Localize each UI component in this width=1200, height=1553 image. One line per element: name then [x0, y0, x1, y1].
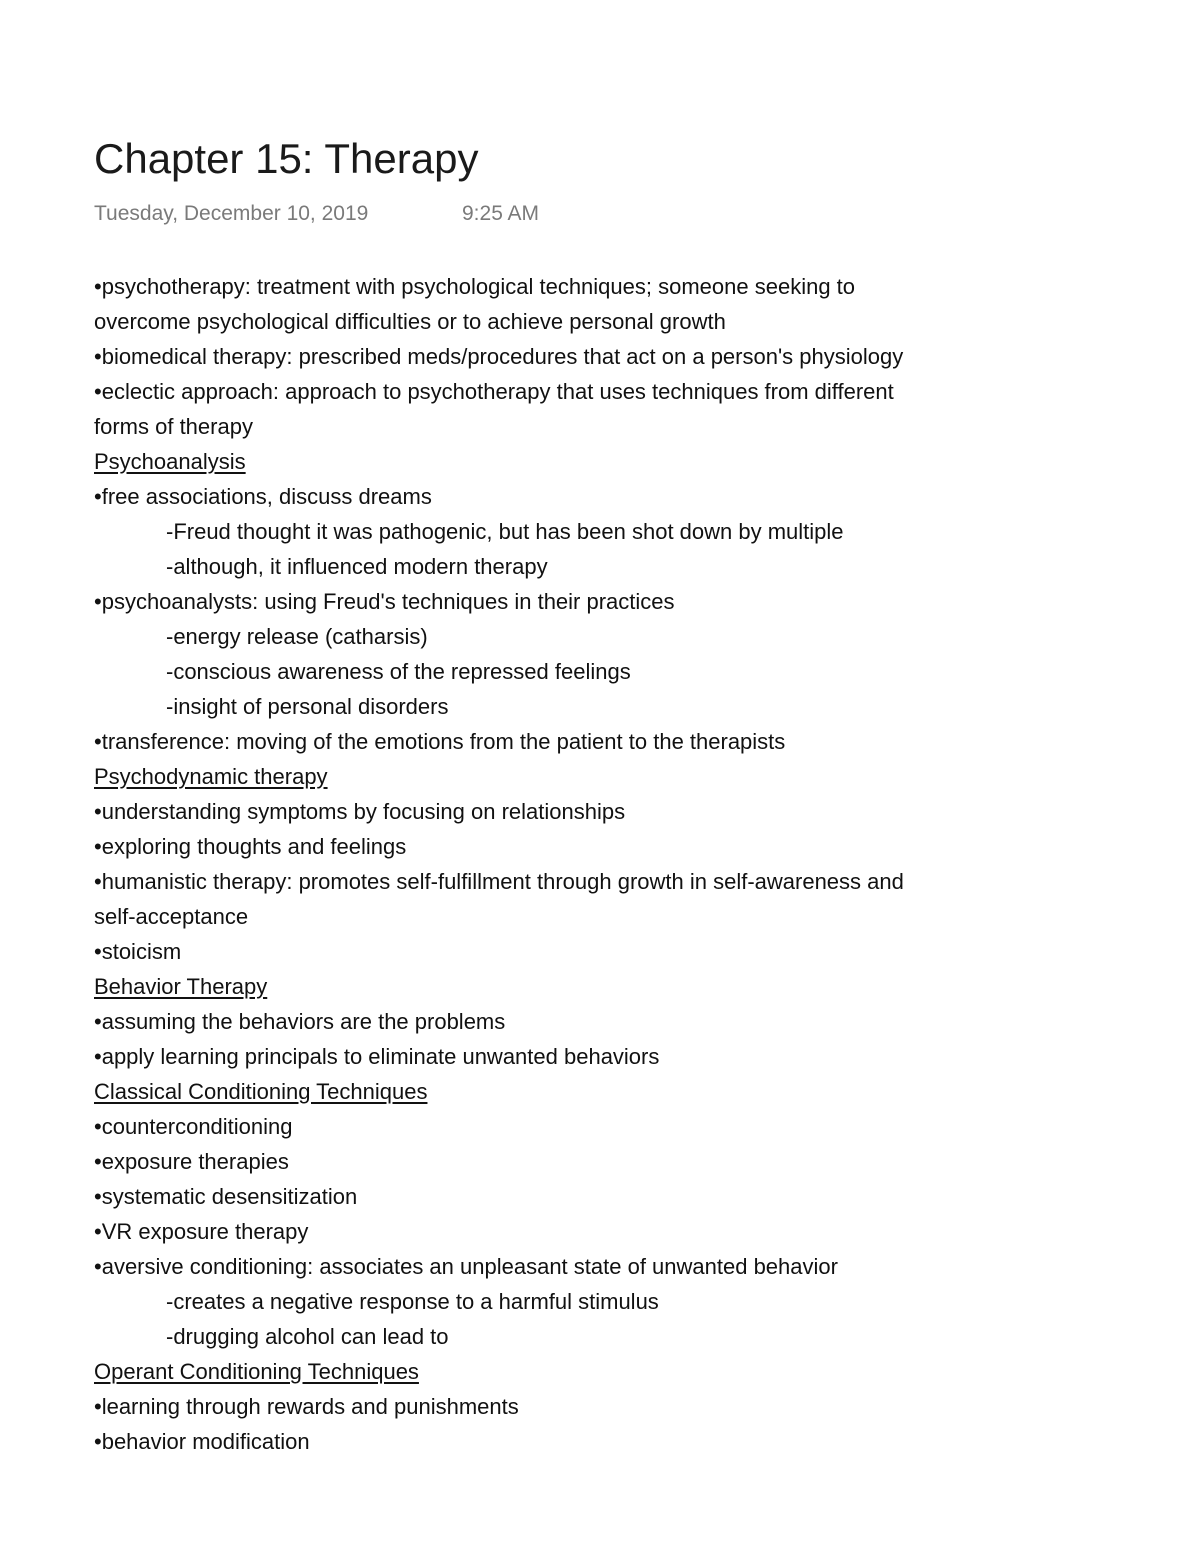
- line-text: forms of therapy: [94, 414, 253, 439]
- sub-item: [94, 619, 1104, 654]
- sub-item: [94, 654, 1104, 689]
- line-text: -drugging alcohol can lead to: [166, 1324, 449, 1349]
- line-text: Classical Conditioning Techniques: [94, 1079, 428, 1104]
- line-text: Psychodynamic therapy: [94, 764, 328, 789]
- line-text: -although, it influenced modern therapy: [166, 554, 548, 579]
- line-text: •eclectic approach: approach to psychotherapy that uses techniques from different: [94, 379, 894, 404]
- line-text: •psychotherapy: treatment with psychological techniques; someone seeking to: [94, 274, 856, 299]
- section-heading: [94, 969, 1104, 1004]
- bullet-item: [94, 864, 1104, 899]
- line-text: •psychoanalysts: using Freud's techniques in their practices: [94, 589, 675, 614]
- bullet-continuation: [94, 409, 1104, 444]
- note-body: [94, 269, 1104, 1454]
- bullet-item: [94, 1109, 1104, 1144]
- bullet-item: [94, 1249, 1104, 1284]
- line-text: Behavior Therapy: [94, 974, 268, 999]
- line-text: •humanistic therapy: promotes self-fulfillment through growth in self-awareness and: [94, 869, 904, 894]
- section-heading: [94, 1074, 1104, 1109]
- section-heading: [94, 444, 1104, 479]
- bullet-item: [94, 339, 1104, 374]
- line-text: •systematic desensitization: [94, 1184, 358, 1209]
- line-text: •learning through rewards and punishments: [94, 1394, 519, 1419]
- line-text: •assuming the behaviors are the problems: [94, 1009, 506, 1034]
- line-text: •behavior modification: [94, 1429, 310, 1454]
- line-text: -insight of personal disorders: [166, 694, 449, 719]
- line-text: •exploring thoughts and feelings: [94, 834, 407, 859]
- bullet-item: [94, 829, 1104, 864]
- sub-item: [94, 1319, 1104, 1354]
- section-heading: [94, 1354, 1104, 1389]
- sub-item: [94, 514, 1104, 549]
- bullet-item: [94, 724, 1104, 759]
- line-text: •stoicism: [94, 939, 182, 964]
- line-text: •counterconditioning: [94, 1114, 293, 1139]
- line-text: overcome psychological difficulties or to achieve personal growth: [94, 309, 726, 334]
- line-text: Psychoanalysis: [94, 449, 246, 474]
- bullet-item: [94, 479, 1104, 514]
- line-text: •understanding symptoms by focusing on relationships: [94, 799, 626, 824]
- sub-item: [94, 689, 1104, 724]
- line-text: •transference: moving of the emotions from the patient to the therapists: [94, 729, 786, 754]
- bullet-item: [94, 1179, 1104, 1214]
- line-text: •biomedical therapy: prescribed meds/procedures that act on a person's physiology: [94, 344, 904, 369]
- bullet-item: [94, 1214, 1104, 1249]
- line-text: •VR exposure therapy: [94, 1219, 309, 1244]
- page-title: Chapter 15: Therapy: [94, 135, 479, 182]
- line-text: -Freud thought it was pathogenic, but has been shot down by multiple: [166, 519, 844, 544]
- bullet-item: [94, 269, 1104, 304]
- bullet-item: [94, 1144, 1104, 1179]
- line-text: Operant Conditioning Techniques: [94, 1359, 419, 1384]
- note-timestamp: [94, 200, 540, 228]
- line-text: •aversive conditioning: associates an unpleasant state of unwanted behavior: [94, 1254, 838, 1279]
- line-text: -energy release (catharsis): [166, 624, 428, 649]
- sub-item: [94, 1284, 1104, 1319]
- bullet-item: [94, 374, 1104, 409]
- line-text: -creates a negative response to a harmful stimulus: [166, 1289, 659, 1314]
- line-text: self-acceptance: [94, 904, 249, 929]
- bullet-item: [94, 1389, 1104, 1424]
- bullet-item: [94, 794, 1104, 829]
- sub-item: [94, 549, 1104, 584]
- bullet-item-clipped: [94, 1424, 1104, 1454]
- line-text: -conscious awareness of the repressed feelings: [166, 659, 631, 684]
- bullet-continuation: [94, 304, 1104, 339]
- line-text: •exposure therapies: [94, 1149, 289, 1174]
- section-heading: [94, 759, 1104, 794]
- bullet-item: [94, 1039, 1104, 1074]
- bullet-item: [94, 1004, 1104, 1039]
- note-date: Tuesday, December 10, 2019: [94, 202, 369, 225]
- note-time: 9:25 AM: [462, 202, 540, 225]
- bullet-item: [94, 934, 1104, 969]
- line-text: •free associations, discuss dreams: [94, 484, 432, 509]
- bullet-item: [94, 584, 1104, 619]
- line-text: •apply learning principals to eliminate unwanted behaviors: [94, 1044, 660, 1069]
- bullet-continuation: [94, 899, 1104, 934]
